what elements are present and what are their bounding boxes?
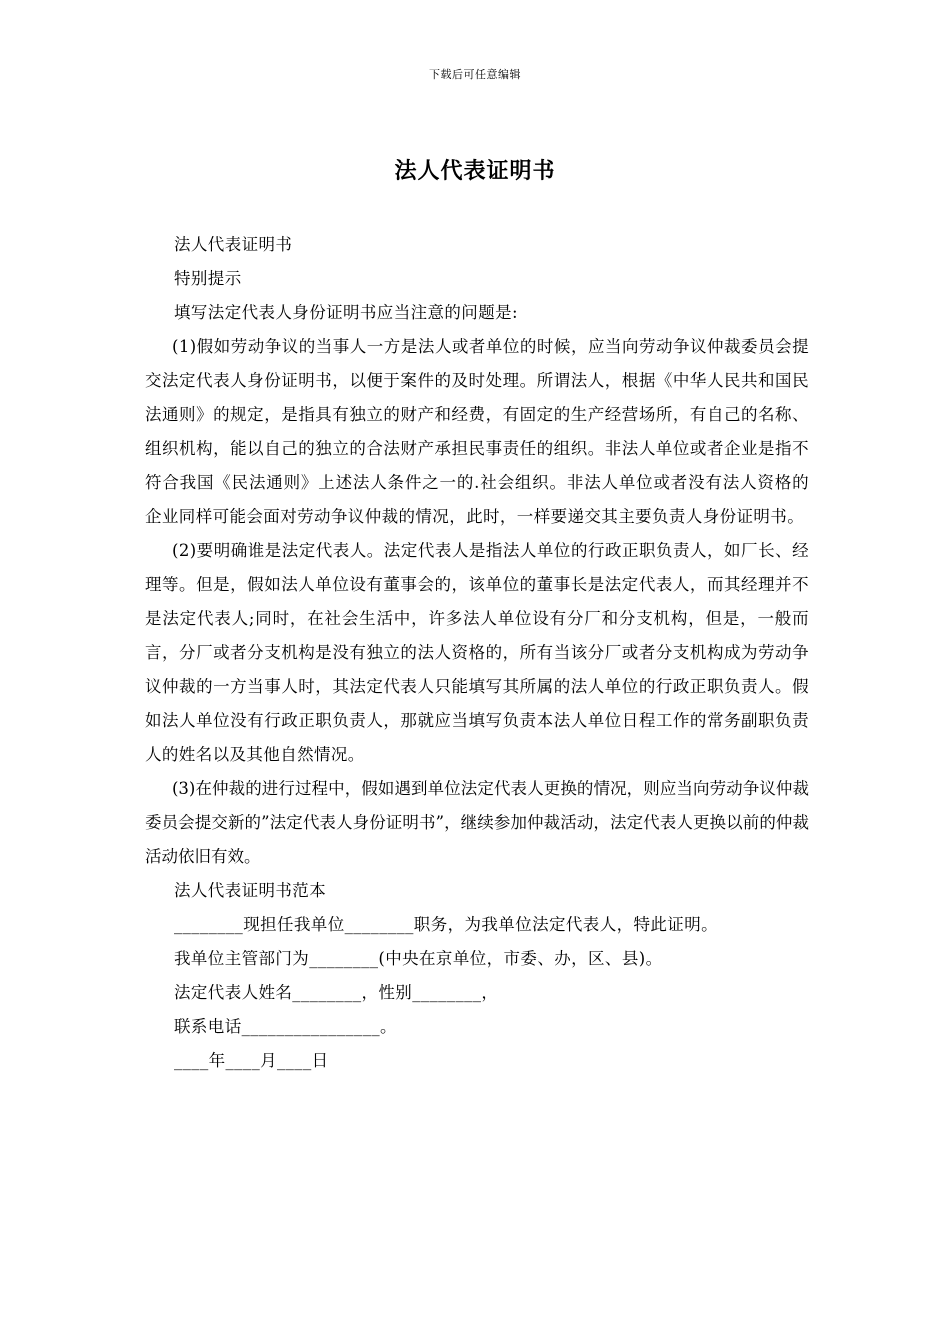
paragraph-item-1: (1)假如劳动争议的当事人一方是法人或者单位的时候，应当向劳动争议仲裁委员会提交法定代表人身份证明书，以便于案件的及时处理。所谓法人，根据《中华人民共和国民法通则》的规定，是指具有独立的财产和经费，有固定的生产经营场所，有自己的名称、组织机构，能以自己的独立的合法财产承担民事责任的组织。非法人单位或者企业是指不符合我国《民法通则》上述法人条件之一的.社会组织。非法人单位或者没有法人资格的企业同样可能会面对劳动争议仲裁的情况，此时，一样要递交其主要负责人身份证明书。 <box>145 337 809 526</box>
template-line-name-gender: 法定代表人姓名________，性别________， <box>174 983 499 1002</box>
paragraph-template-heading: 法人代表证明书范本 <box>174 881 327 900</box>
paragraph-heading: 法人代表证明书 <box>174 235 293 254</box>
template-line-position: ________现担任我单位________职务，为我单位法定代表人，特此证明。 <box>174 915 718 934</box>
template-line-phone: 联系电话________________。 <box>174 1017 397 1036</box>
paragraph-item-2: (2)要明确谁是法定代表人。法定代表人是指法人单位的行政正职负责人，如厂长、经理等。但是，假如法人单位设有董事会的，该单位的董事长是法定代表人，而其经理并不是法定代表人;同时，在社会生活中，许多法人单位设有分厂和分支机构，但是，一般而言，分厂或者分支机构是没有独立的法人资格的，所有当该分厂或者分支机构成为劳动争议仲裁的一方当事人时，其法定代表人只能填写其所属的法人单位的行政正职负责人。假如法人单位没有行政正职负责人，那就应当填写负责本法人单位日程工作的常务副职负责人的姓名以及其他自然情况。 <box>145 541 809 764</box>
template-line-date: ____年____月____日 <box>174 1051 329 1070</box>
template-line-department: 我单位主管部门为________(中央在京单位，市委、办，区、县)。 <box>174 949 663 968</box>
document-body <box>145 228 809 1078</box>
document-title: 法人代表证明书 <box>394 158 556 184</box>
paragraph-item-3: (3)在仲裁的进行过程中，假如遇到单位法定代表人更换的情况，则应当向劳动争议仲裁委员会提交新的”法定代表人身份证明书”，继续参加仲裁活动，法定代表人更换以前的仲裁活动依旧有效。 <box>145 779 809 866</box>
paragraph-intro: 填写法定代表人身份证明书应当注意的问题是: <box>174 303 518 322</box>
page-header-note: 下载后可任意编辑 <box>429 68 521 81</box>
paragraph-special-notice: 特别提示 <box>174 269 242 288</box>
